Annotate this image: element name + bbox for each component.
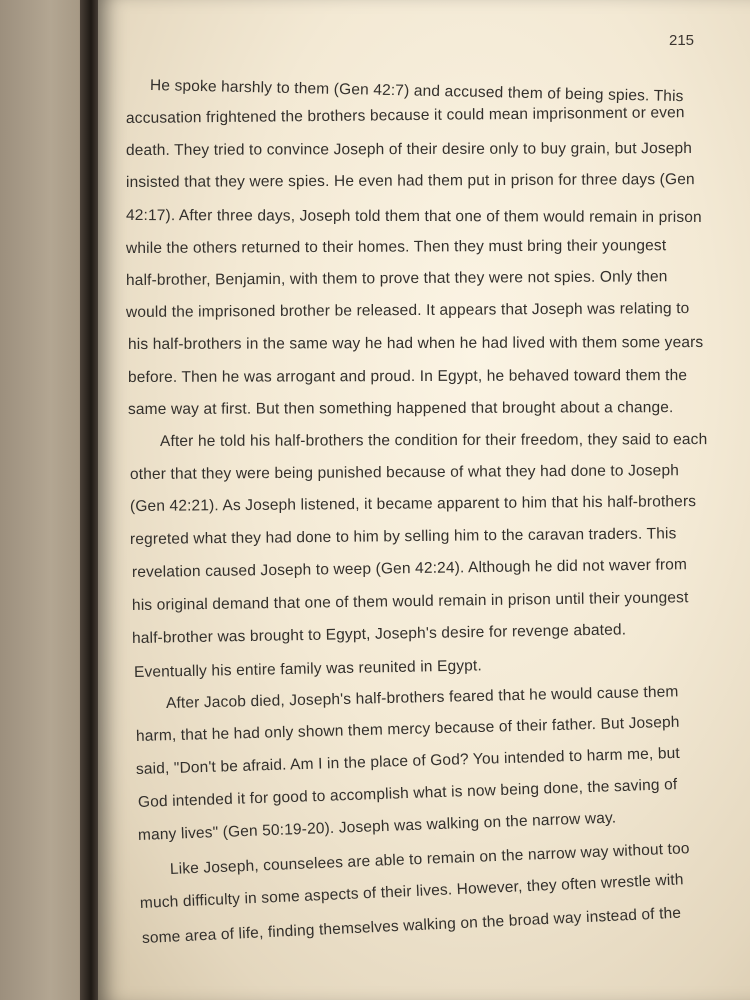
text-line: insisted that they were spies. He even had them put in prison for three days (Gen xyxy=(125,171,695,191)
text-line: other that they were being punished because of what they had done to Joseph xyxy=(129,462,680,483)
text-line: would the imprisoned brother be released. It appears that Joseph was relating to xyxy=(125,300,690,321)
text-line: He spoke harshly to them (Gen 42:7) and accused them of being spies. This xyxy=(149,77,684,106)
text-line: Like Joseph, counselees are able to remain on the narrow way without too xyxy=(169,840,690,878)
text-line: Eventually his entire family was reunited in Egypt. xyxy=(133,657,483,681)
page-number: 215 xyxy=(669,32,695,49)
text-line: his half-brothers in the same way he had when he had lived with them some years xyxy=(127,333,704,353)
text-line: said, "Don't be afraid. Am I in the place of God? You intended to harm me, but xyxy=(135,744,681,778)
text-line: same way at first. But then something happened that brought about a change. xyxy=(127,399,674,418)
text-line: much difficulty in some aspects of their lives. However, they often wrestle with xyxy=(139,871,684,912)
text-line: harm, that he had only shown them mercy because of their father. But Joseph xyxy=(135,713,680,745)
body-text xyxy=(98,0,750,1000)
left-page-edge xyxy=(0,0,92,1000)
text-line: half-brother, Benjamin, with them to prove that they were not spies. Only then xyxy=(125,268,668,289)
text-line: After Jacob died, Joseph's half-brothers feared that he would cause them xyxy=(165,683,679,712)
text-line: God intended it for good to accomplish what is now being done, the saving of xyxy=(137,776,678,811)
text-line: After he told his half-brothers the condition for their freedom, they said to each xyxy=(159,431,708,450)
text-line: 42:17). After three days, Joseph told them that one of them would remain in prison xyxy=(125,207,702,227)
text-line: (Gen 42:21). As Joseph listened, it became apparent to him that his half-brothers xyxy=(129,493,697,515)
text-line: half-brother was brought to Egypt, Joseph's desire for revenge abated. xyxy=(131,621,627,647)
text-line: while the others returned to their homes. Then they must bring their youngest xyxy=(125,237,667,257)
text-line: before. Then he was arrogant and proud. In Egypt, he behaved toward them the xyxy=(127,367,688,386)
text-line: his original demand that one of them would remain in prison until their youngest xyxy=(131,589,689,614)
text-line: many lives" (Gen 50:19-20). Joseph was walking on the narrow way. xyxy=(137,809,617,844)
book-page xyxy=(98,0,750,1000)
text-line: death. They tried to convince Joseph of their desire only to buy grain, but Joseph xyxy=(125,140,693,159)
text-line: some area of life, finding themselves walking on the broad way instead of the xyxy=(141,904,682,947)
text-line: accusation frightened the brothers because it could mean imprisonment or even xyxy=(125,104,685,127)
text-line: regreted what they had done to him by selling him to the caravan traders. This xyxy=(129,525,677,548)
text-line: revelation caused Joseph to weep (Gen 42:24). Although he did not waver from xyxy=(131,556,688,581)
